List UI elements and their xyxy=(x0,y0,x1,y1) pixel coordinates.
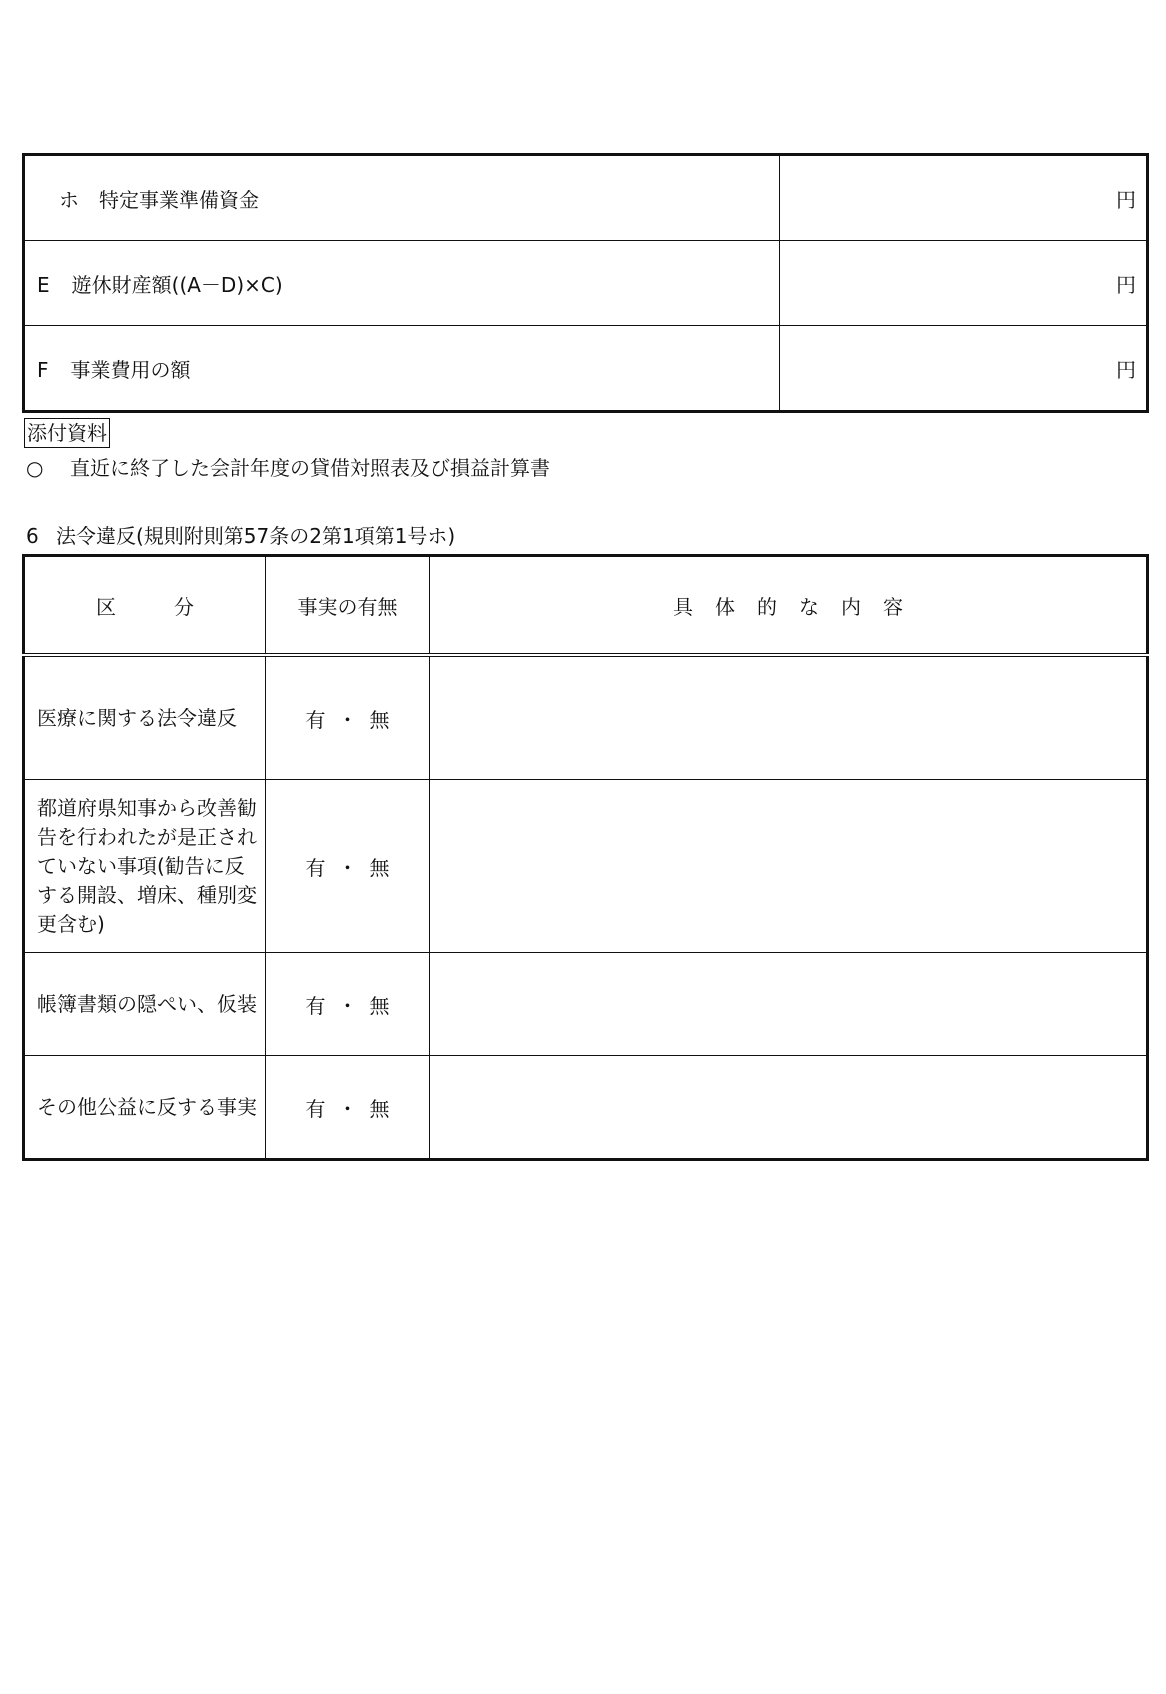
table-row xyxy=(24,1056,1148,1160)
detail-cell[interactable] xyxy=(430,655,1148,780)
amount-prefix: E xyxy=(37,272,50,297)
dot-separator: ・ xyxy=(337,993,358,1018)
yen-unit: 円 xyxy=(1116,357,1136,382)
dot-separator: ・ xyxy=(337,1096,358,1121)
amount-row xyxy=(24,155,1148,241)
violation-header-row xyxy=(24,556,1148,656)
section-title-text: 法令違反(規則附則第57条の2第1項第1号ホ) xyxy=(56,524,456,548)
category-cell: 都道府県知事から改善勧告を行われたが是正されていない事項(勧告に反する開設、増床、種別変更含む) xyxy=(24,780,266,953)
amount-prefix: F xyxy=(37,357,49,382)
yes-option[interactable]: 有 xyxy=(305,855,326,880)
yen-unit: 円 xyxy=(1116,187,1136,212)
amount-label-cell xyxy=(24,326,780,412)
amount-label-cell xyxy=(24,241,780,326)
no-option[interactable]: 無 xyxy=(369,993,390,1018)
amount-label-cell xyxy=(24,155,780,241)
attachment-item-text: 直近に終了した会計年度の貸借対照表及び損益計算書 xyxy=(70,456,550,480)
amount-label: ホ 特定事業準備資金 xyxy=(59,187,259,212)
yes-no-selector[interactable] xyxy=(266,953,430,1056)
category-cell: その他公益に反する事実 xyxy=(24,1056,266,1160)
detail-cell[interactable] xyxy=(430,780,1148,953)
circle-bullet-icon: ○ xyxy=(26,456,44,480)
category-cell: 帳簿書類の隠ぺい、仮装 xyxy=(24,953,266,1056)
amount-row xyxy=(24,241,1148,326)
header-detail: 具体的な内容 xyxy=(430,556,1148,656)
table-row xyxy=(24,655,1148,780)
yes-option[interactable]: 有 xyxy=(305,1096,326,1121)
no-option[interactable]: 無 xyxy=(369,707,390,732)
violation-table xyxy=(22,554,1149,1161)
table-row xyxy=(24,780,1148,953)
header-category: 区分 xyxy=(24,556,266,656)
yen-unit: 円 xyxy=(1116,272,1136,297)
amount-table xyxy=(22,153,1149,413)
yes-no-selector[interactable] xyxy=(266,1056,430,1160)
table-row xyxy=(24,953,1148,1056)
detail-cell[interactable] xyxy=(430,953,1148,1056)
no-option[interactable]: 無 xyxy=(369,1096,390,1121)
amount-label: 遊休財産額((A－D)×C) xyxy=(71,272,283,297)
dot-separator: ・ xyxy=(337,707,358,732)
header-fact: 事実の有無 xyxy=(266,556,430,656)
dot-separator: ・ xyxy=(337,855,358,880)
amount-row xyxy=(24,326,1148,412)
amount-label: 事業費用の額 xyxy=(70,357,191,382)
yes-option[interactable]: 有 xyxy=(305,707,326,732)
category-cell: 医療に関する法令違反 xyxy=(24,655,266,780)
amount-value-cell[interactable] xyxy=(780,326,1148,412)
amount-value-cell[interactable] xyxy=(780,241,1148,326)
no-option[interactable]: 無 xyxy=(369,855,390,880)
yes-no-selector[interactable] xyxy=(266,780,430,953)
attachments-heading: 添付資料 xyxy=(24,418,110,448)
section-6-title xyxy=(26,522,455,550)
yes-option[interactable]: 有 xyxy=(305,993,326,1018)
detail-cell[interactable] xyxy=(430,1056,1148,1160)
section-number: 6 xyxy=(26,524,39,548)
attachment-item xyxy=(26,454,550,482)
yes-no-selector[interactable] xyxy=(266,655,430,780)
amount-value-cell[interactable] xyxy=(780,155,1148,241)
